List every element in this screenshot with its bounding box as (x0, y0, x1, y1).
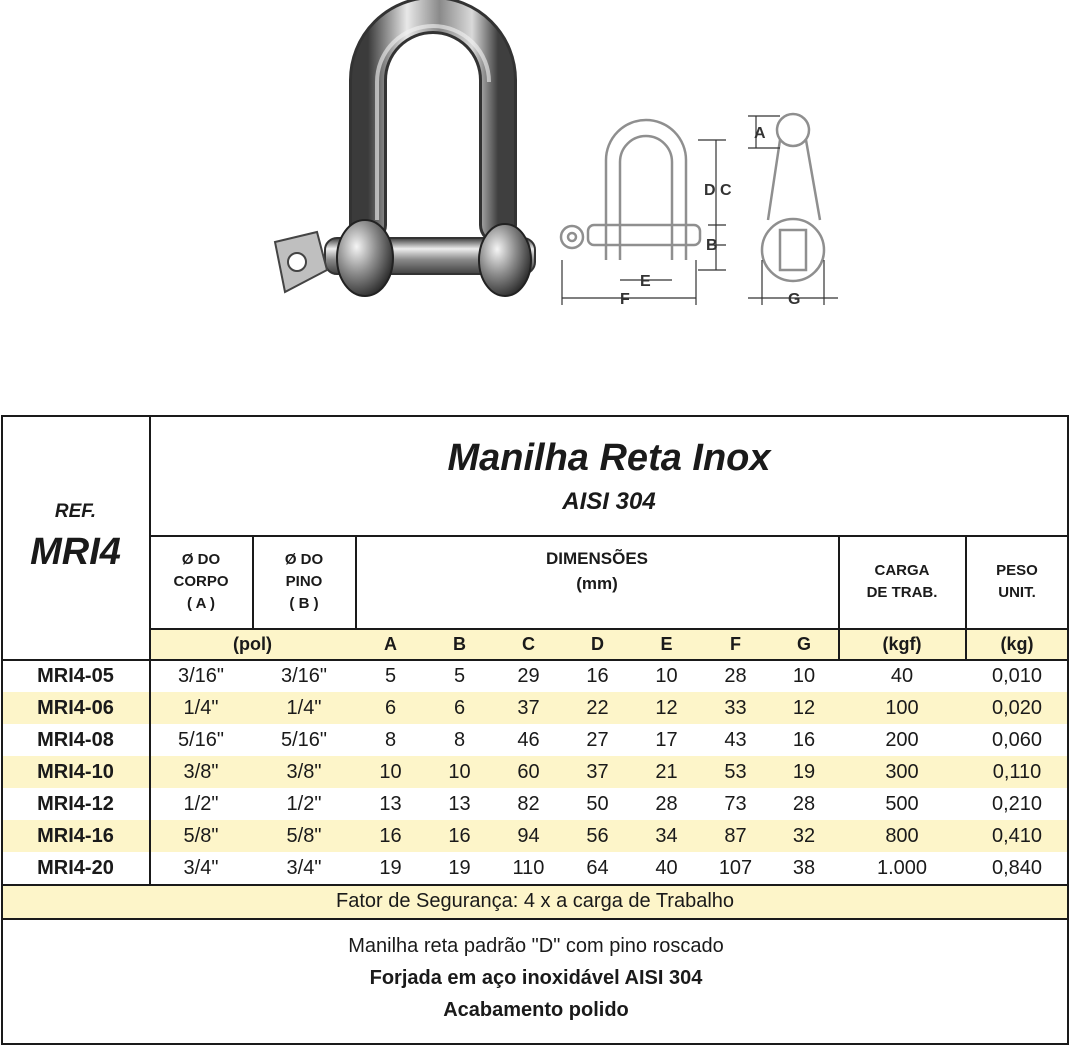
table-cell: 3/16" (280, 664, 328, 687)
table-cell: 94 (517, 824, 540, 847)
table-cell: 10 (379, 760, 402, 783)
table-cell: 300 (885, 760, 919, 783)
table-cell: 5 (384, 664, 397, 687)
header-peso: PESO UNIT. (996, 562, 1038, 601)
table-cell: 0,020 (991, 696, 1043, 719)
table-cell: 16 (448, 824, 471, 847)
table-cell: 34 (655, 824, 678, 847)
unit-kgf: (kgf) (882, 633, 922, 654)
shackle-dimension-drawing (548, 110, 848, 315)
spec-sheet (0, 415, 1072, 1049)
table-cell: 1/2" (286, 792, 322, 815)
table-cell: 0,010 (991, 664, 1043, 687)
table-cell: 38 (792, 856, 816, 879)
table-cell: 3/4" (286, 856, 322, 879)
table-cell: 37 (517, 696, 540, 719)
table-cell: 5/16" (280, 728, 328, 751)
table-cell: 40 (655, 856, 678, 879)
unit-pol: (pol) (233, 633, 272, 654)
row-ref: MRI4-20 (37, 856, 114, 879)
table-cell: 53 (724, 760, 747, 783)
unit-letter-c: C (522, 633, 535, 654)
row-ref: MRI4-05 (37, 664, 114, 687)
description-line-3: Acabamento polido (443, 999, 629, 1021)
ref-code: MRI4 (30, 530, 121, 573)
table-cell: 13 (379, 792, 402, 815)
label-a: A (754, 125, 766, 142)
safety-factor: Fator de Segurança: 4 x a carga de Trabalho (335, 890, 735, 912)
table-cell: 10 (655, 664, 678, 687)
unit-letter-f: F (730, 633, 741, 654)
label-f: F (620, 291, 630, 308)
header-corpo: Ø DO CORPO ( A ) (173, 551, 229, 612)
table-cell: 40 (890, 664, 914, 687)
table-cell: 16 (792, 728, 816, 751)
unit-letter-b: B (453, 633, 466, 654)
table-cell: 13 (448, 792, 471, 815)
table-cell: 3/4" (183, 856, 219, 879)
table-cell: 64 (586, 856, 609, 879)
table-cell: 37 (586, 760, 609, 783)
table-cell: 82 (517, 792, 540, 815)
table-cell: 0,060 (991, 728, 1043, 751)
header-carga: CARGA DE TRAB. (866, 562, 938, 601)
table-cell: 0,410 (991, 824, 1043, 847)
table-cell: 1/4" (286, 696, 322, 719)
unit-letter-g: G (796, 633, 811, 654)
unit-letter-a: A (384, 633, 397, 654)
table-cell: 1/2" (183, 792, 219, 815)
table-cell: 10 (448, 760, 471, 783)
table-cell: 500 (885, 792, 919, 815)
table-cell: 19 (448, 856, 471, 879)
table-cell: 1/4" (183, 696, 219, 719)
unit-kg: (kg) (1000, 633, 1034, 654)
table-cell: 43 (724, 728, 747, 751)
table-cell: 50 (586, 792, 609, 815)
table-cell: 27 (586, 728, 609, 751)
row-ref: MRI4-12 (37, 792, 114, 815)
table-cell: 6 (384, 696, 397, 719)
table-cell: 28 (724, 664, 747, 687)
table-cell: 3/8" (183, 760, 219, 783)
row-ref: MRI4-16 (37, 824, 114, 847)
table-cell: 0,110 (992, 760, 1042, 783)
label-g: G (788, 291, 801, 308)
header-pino: Ø DO PINO ( B ) (284, 551, 324, 612)
table-cell: 100 (885, 696, 919, 719)
table-cell: 1.000 (876, 856, 928, 879)
table-cell: 17 (655, 728, 678, 751)
table-cell: 5/8" (286, 824, 322, 847)
shackle-photo (265, 0, 555, 318)
table-cell: 32 (792, 824, 816, 847)
product-subtitle: AISI 304 (562, 488, 656, 515)
unit-letter-e: E (660, 633, 673, 654)
table-cell: 3/8" (286, 760, 322, 783)
table-cell: 19 (792, 760, 816, 783)
table-cell: 10 (792, 664, 816, 687)
table-cell: 5/16" (177, 728, 225, 751)
table-cell: 28 (655, 792, 678, 815)
table-cell: 200 (885, 728, 919, 751)
table-cell: 46 (517, 728, 540, 751)
row-ref: MRI4-08 (37, 728, 114, 751)
table-cell: 110 (512, 856, 545, 879)
description-line-1: Manilha reta padrão "D" com pino roscado (348, 935, 724, 957)
row-ref: MRI4-10 (37, 760, 114, 783)
table-cell: 12 (792, 696, 816, 719)
table-cell: 60 (517, 760, 540, 783)
table-cell: 28 (792, 792, 816, 815)
table-cell: 16 (379, 824, 402, 847)
product-title: Manilha Reta Inox (447, 436, 771, 479)
label-b: B (706, 237, 718, 254)
table-cell: 3/16" (177, 664, 225, 687)
table-cell: 8 (453, 728, 466, 751)
table-cell: 8 (384, 728, 397, 751)
label-dc: D C (704, 182, 732, 199)
table-cell: 0,840 (991, 856, 1043, 879)
table-cell: 16 (586, 664, 609, 687)
table-cell: 800 (885, 824, 919, 847)
table-cell: 73 (724, 792, 747, 815)
table-cell: 19 (379, 856, 402, 879)
description-line-2: Forjada em aço inoxidável AISI 304 (369, 967, 703, 989)
table-cell: 6 (453, 696, 466, 719)
table-cell: 12 (655, 696, 678, 719)
unit-letter-d: D (591, 633, 604, 654)
table-cell: 22 (586, 696, 609, 719)
table-cell: 0,210 (991, 792, 1043, 815)
table-cell: 29 (517, 664, 540, 687)
table-cell: 33 (724, 696, 747, 719)
table-cell: 5/8" (183, 824, 219, 847)
ref-label: REF. (54, 501, 97, 522)
table-cell: 5 (453, 664, 466, 687)
table-cell: 56 (586, 824, 609, 847)
table-cell: 107 (718, 856, 753, 879)
label-e: E (640, 273, 651, 290)
table-cell: 21 (655, 760, 678, 783)
header-dimensoes: DIMENSÕES (mm) (545, 549, 649, 593)
row-ref: MRI4-06 (37, 696, 114, 719)
table-cell: 87 (724, 824, 747, 847)
